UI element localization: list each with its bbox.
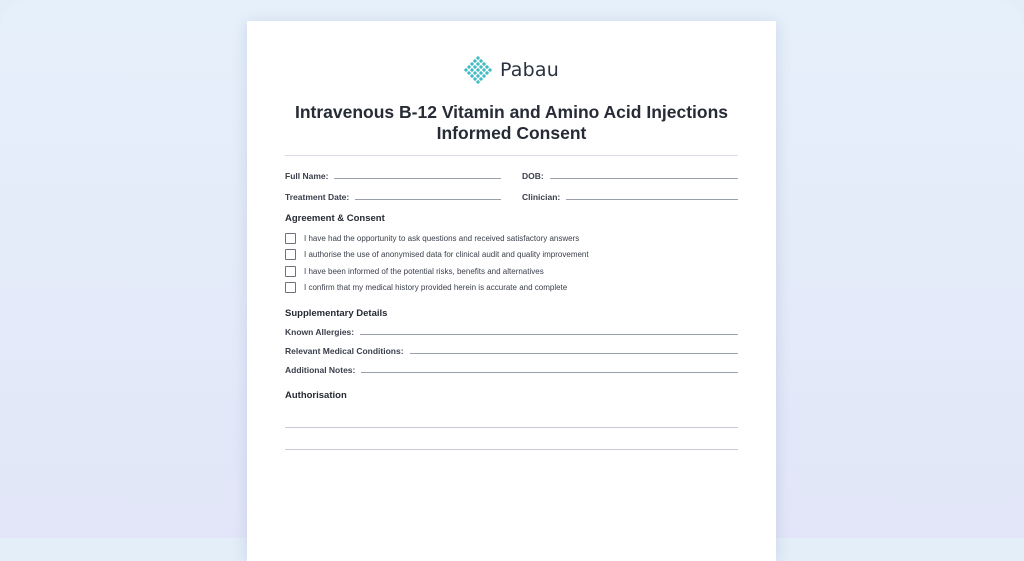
- authorisation-heading: Authorisation: [285, 390, 347, 401]
- checkbox-label: I have had the opportunity to ask questions and received satisfactory answers: [304, 234, 580, 243]
- consent-form-document: [247, 21, 776, 561]
- consent-checkbox-row[interactable]: [285, 249, 589, 260]
- clinician-label: Clinician:: [522, 192, 561, 202]
- checkbox[interactable]: [285, 266, 296, 277]
- medical-conditions-field[interactable]: [285, 346, 738, 356]
- form-title-line-2: Informed Consent: [436, 123, 587, 143]
- title-divider: [285, 155, 738, 156]
- dob-line[interactable]: [550, 178, 738, 179]
- known-allergies-field[interactable]: [285, 327, 738, 337]
- additional-notes-label: Additional Notes:: [285, 365, 356, 375]
- consent-checkbox-row[interactable]: [285, 282, 567, 293]
- treatment-date-field[interactable]: [285, 192, 501, 202]
- medical-conditions-line[interactable]: [410, 353, 738, 354]
- checkbox-label: I confirm that my medical history provided herein is accurate and complete: [304, 283, 568, 292]
- full-name-label: Full Name:: [285, 171, 329, 181]
- brand-logo: [247, 55, 776, 85]
- treatment-date-label: Treatment Date:: [285, 192, 350, 202]
- consent-checkbox-row[interactable]: [285, 233, 579, 244]
- authorisation-signature-line[interactable]: [285, 427, 738, 428]
- authorisation-signature-line[interactable]: [285, 449, 738, 450]
- checkbox[interactable]: [285, 282, 296, 293]
- supplementary-heading: Supplementary Details: [285, 308, 388, 319]
- brand-name: Pabau: [500, 59, 559, 81]
- form-title-line-1: Intravenous B-12 Vitamin and Amino Acid Injections: [294, 102, 729, 122]
- checkbox[interactable]: [285, 249, 296, 260]
- agreement-heading: Agreement & Consent: [285, 213, 385, 224]
- form-title: [277, 102, 746, 144]
- checkbox-label: I authorise the use of anonymised data for clinical audit and quality improvement: [304, 250, 589, 259]
- additional-notes-field[interactable]: [285, 365, 738, 375]
- treatment-date-line[interactable]: [355, 199, 501, 200]
- medical-conditions-label: Relevant Medical Conditions:: [285, 346, 404, 356]
- known-allergies-label: Known Allergies:: [285, 327, 355, 337]
- additional-notes-line[interactable]: [361, 372, 738, 373]
- consent-checkbox-row[interactable]: [285, 266, 544, 277]
- checkbox-label: I have been informed of the potential risks, benefits and alternatives: [304, 267, 544, 276]
- known-allergies-line[interactable]: [360, 334, 738, 335]
- clinician-line[interactable]: [566, 199, 738, 200]
- dob-field[interactable]: [522, 171, 738, 181]
- full-name-field[interactable]: [285, 171, 501, 181]
- pabau-logo-icon: [464, 56, 492, 84]
- checkbox[interactable]: [285, 233, 296, 244]
- dob-label: DOB:: [522, 171, 544, 181]
- full-name-line[interactable]: [334, 178, 501, 179]
- clinician-field[interactable]: [522, 192, 738, 202]
